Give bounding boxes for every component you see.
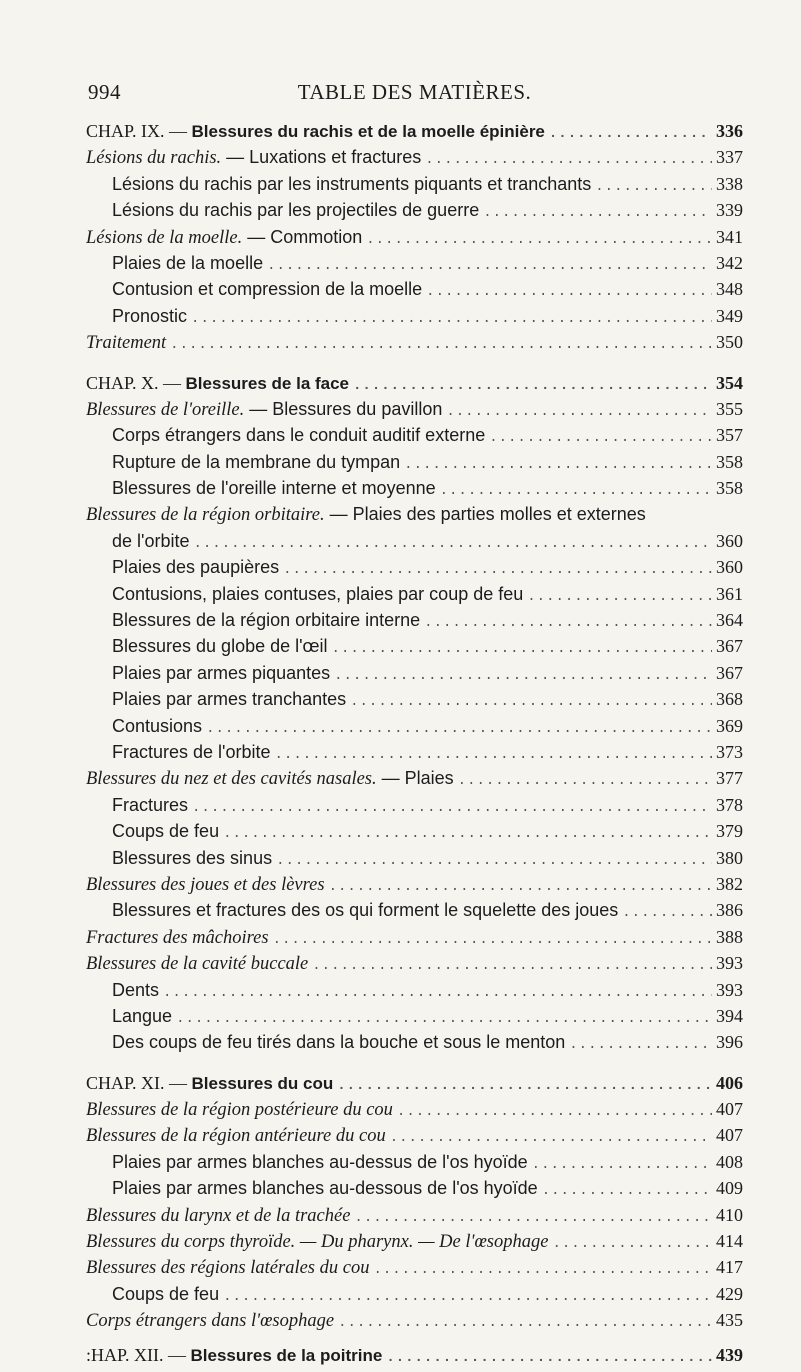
section-entry	[86, 950, 743, 976]
chapter-number: CHAP. X. —	[86, 372, 186, 393]
entry-label: Coups de feu	[112, 1283, 220, 1304]
entry-label	[86, 872, 325, 897]
section-entry	[86, 1202, 743, 1228]
entry-label	[86, 396, 442, 422]
page-ref: 369	[716, 715, 743, 736]
page-ref: 336	[716, 121, 743, 141]
subsection-entry	[86, 475, 743, 501]
entry-label: Plaies de la moelle	[112, 252, 264, 273]
page-ref: 367	[716, 636, 743, 657]
entry-label: Blessures et fractures des os qui forment le squelette des joues	[112, 900, 619, 921]
dot-leader	[163, 980, 712, 1003]
entry-label: Fractures de l'orbite	[112, 741, 271, 762]
dot-leader	[390, 1125, 712, 1148]
entry-label: Langue	[112, 1005, 173, 1026]
dot-leader	[483, 200, 712, 223]
chapter-number: :HAP. XII. —	[86, 1344, 191, 1365]
dot-leader	[206, 716, 712, 739]
dot-leader	[569, 1032, 712, 1055]
subsection-entry	[86, 197, 743, 223]
page-ref: 410	[716, 1204, 743, 1225]
dot-leader	[366, 227, 712, 250]
subsection-entry	[86, 422, 743, 448]
entry-label	[86, 1342, 382, 1368]
section-subtitle: — Plaies	[376, 768, 454, 789]
subsection-entry	[86, 554, 743, 580]
chapter-entry	[86, 1070, 743, 1096]
section-title: Blessures du corps thyroïde. — Du pharynx. — De l'œsophage	[86, 1232, 549, 1253]
page-ref: 414	[716, 1231, 743, 1252]
section-entry	[86, 1307, 743, 1333]
page-ref: 364	[716, 610, 743, 631]
page-ref: 348	[716, 279, 743, 300]
section-title: Blessures du nez et des cavités nasales.	[86, 769, 377, 790]
entry-label: Plaies des paupières	[112, 557, 280, 578]
chapter-title: Blessures du cou	[191, 1073, 334, 1093]
entry-label: Des coups de feu tirés dans la bouche et sous le menton	[112, 1032, 566, 1053]
page-header	[88, 80, 741, 110]
page-number: 994	[88, 80, 121, 104]
entry-label: Pronostic	[112, 305, 188, 326]
entry-label: Blessures de la région orbitaire interne	[112, 610, 421, 631]
dot-leader	[386, 1345, 712, 1368]
page-ref: 361	[716, 583, 743, 604]
page-ref: 393	[716, 979, 743, 1000]
entry-label	[86, 370, 349, 396]
section-title: Blessures de la région orbitaire.	[86, 505, 325, 526]
page-ref: 350	[716, 332, 743, 353]
section-entry	[86, 501, 743, 527]
dot-leader	[191, 306, 712, 329]
entry-label: Contusion et compression de la moelle	[112, 279, 423, 300]
section-entry	[86, 224, 743, 250]
section-subtitle: — Luxations et fractures	[221, 147, 422, 168]
entry-label: Plaies par armes blanches au-dessous de l'os hyoïde	[112, 1178, 538, 1199]
section-title: Blessures de l'oreille.	[86, 399, 245, 420]
page-ref: 349	[716, 305, 743, 326]
entry-label: Plaies par armes tranchantes	[112, 689, 347, 710]
subsection-entry	[86, 171, 743, 197]
dot-leader	[193, 531, 712, 554]
entry-label	[86, 501, 646, 527]
subsection-entry	[86, 1029, 743, 1055]
subsection-entry	[86, 660, 743, 686]
page-ref: 439	[716, 1344, 743, 1365]
page-ref: 368	[716, 689, 743, 710]
dot-leader	[338, 1310, 712, 1333]
subsection-entry	[86, 1003, 743, 1029]
page-ref: 417	[716, 1257, 743, 1278]
entry-label	[86, 1255, 369, 1280]
page-ref: 393	[716, 953, 743, 974]
page-ref: 337	[716, 147, 743, 168]
section-entry	[86, 924, 743, 950]
section-title: Blessures du larynx et de la trachée	[86, 1205, 351, 1226]
dot-leader	[440, 478, 712, 501]
page-ref: 339	[716, 200, 743, 221]
subsection-entry	[86, 607, 743, 633]
page-ref: 382	[716, 873, 743, 894]
page-ref: 394	[716, 1005, 743, 1026]
dot-leader	[275, 742, 712, 765]
entry-label: Blessures de l'oreille interne et moyenne	[112, 478, 436, 499]
dot-leader	[446, 399, 712, 422]
entry-label: Lésions du rachis par les instruments piquants et tranchants	[112, 173, 592, 194]
page-ref: 354	[716, 372, 743, 393]
entry-label	[86, 1229, 548, 1254]
section-entry	[86, 1228, 743, 1254]
entry-label: Fractures	[112, 794, 189, 815]
section-entry	[86, 765, 743, 791]
subsection-entry	[86, 303, 743, 329]
entry-label	[86, 1123, 386, 1148]
dot-leader	[542, 1178, 712, 1201]
dot-leader	[332, 636, 712, 659]
section-title: Corps étrangers dans l'œsophage	[86, 1311, 335, 1332]
subsection-entry	[86, 897, 743, 923]
dot-leader	[283, 557, 712, 580]
entry-label	[86, 224, 362, 250]
dot-leader	[267, 253, 712, 276]
chapter-number: CHAP. XI. —	[86, 1072, 192, 1093]
section-entry	[86, 1122, 743, 1148]
section-gap	[86, 1056, 743, 1070]
page-ref: 367	[716, 662, 743, 683]
subsection-entry	[86, 276, 743, 302]
dot-leader	[552, 1231, 712, 1254]
dot-leader	[532, 1152, 712, 1175]
page-ref: 360	[716, 557, 743, 578]
section-title: Lésions de la moelle.	[86, 227, 243, 248]
entry-label	[86, 330, 166, 355]
dot-leader	[350, 689, 712, 712]
page-ref: 406	[716, 1072, 743, 1093]
section-title: Fractures des mâchoires	[86, 927, 269, 948]
subsection-entry	[86, 250, 743, 276]
dot-leader	[273, 927, 712, 950]
page-ref: 407	[716, 1099, 743, 1120]
section-title: Traitement	[86, 333, 167, 354]
dot-leader	[223, 1284, 712, 1307]
dot-leader	[312, 953, 712, 976]
entry-label: Blessures des sinus	[112, 847, 273, 868]
entry-label	[86, 925, 269, 950]
page-ref: 358	[716, 451, 743, 472]
page-ref: 338	[716, 173, 743, 194]
subsection-entry	[86, 739, 743, 765]
dot-leader	[527, 584, 712, 607]
page-title: TABLE DES MATIÈRES.	[297, 80, 532, 104]
page-ref: 373	[716, 741, 743, 762]
section-gap	[86, 1334, 743, 1342]
dot-leader	[192, 795, 712, 818]
chapter-title: Blessures du rachis et de la moelle épinière	[191, 122, 545, 141]
dot-leader	[397, 1099, 712, 1122]
dot-leader	[176, 1006, 712, 1029]
subsection-entry	[86, 845, 743, 871]
section-title: Blessures de la région postérieure du cou	[86, 1100, 393, 1121]
page-ref: 386	[716, 900, 743, 921]
subsection-entry	[86, 686, 743, 712]
entry-label: Corps étrangers dans le conduit auditif externe	[112, 425, 486, 446]
entry-label: Plaies par armes piquantes	[112, 662, 331, 683]
entry-label: Dents	[112, 979, 160, 1000]
chapter-entry	[86, 370, 743, 396]
entry-label	[86, 951, 308, 976]
subsection-entry	[86, 1175, 743, 1201]
table-of-contents	[86, 118, 743, 1368]
entry-label	[86, 1308, 334, 1333]
page-ref: 355	[716, 398, 743, 419]
entry-label: Contusions	[112, 715, 203, 736]
dot-leader	[373, 1257, 712, 1280]
dot-leader	[424, 610, 712, 633]
subsection-entry	[86, 713, 743, 739]
dot-leader	[404, 452, 712, 475]
dot-leader	[425, 147, 712, 170]
page-ref: 357	[716, 425, 743, 446]
dot-leader	[337, 1073, 712, 1096]
page-ref: 342	[716, 252, 743, 273]
dot-leader	[458, 768, 712, 791]
dot-leader	[549, 121, 712, 144]
page-ref: 378	[716, 794, 743, 815]
page-ref: 396	[716, 1032, 743, 1053]
section-entry	[86, 329, 743, 355]
entry-label: Rupture de la membrane du tympan	[112, 451, 401, 472]
section-entry	[86, 396, 743, 422]
dot-leader	[489, 425, 712, 448]
page-ref: 409	[716, 1178, 743, 1199]
entry-label	[86, 1203, 350, 1228]
section-title: Blessures de la cavité buccale	[86, 954, 309, 975]
dot-leader	[426, 279, 712, 302]
page-ref: 379	[716, 821, 743, 842]
dot-leader	[622, 900, 712, 923]
section-entry	[86, 144, 743, 170]
entry-label: Plaies par armes blanches au-dessus de l'os hyoïde	[112, 1151, 528, 1172]
page-ref: 429	[716, 1283, 743, 1304]
chapter-entry	[86, 1342, 743, 1368]
dot-leader	[353, 373, 712, 396]
entry-label: de l'orbite	[112, 530, 190, 551]
chapter-number: CHAP. IX. —	[86, 121, 192, 141]
page-ref: 435	[716, 1310, 743, 1331]
section-gap	[86, 356, 743, 370]
chapter-title: Blessures de la face	[185, 373, 350, 393]
section-title: Blessures de la région antérieure du cou	[86, 1126, 386, 1147]
entry-label: Coups de feu	[112, 821, 220, 842]
page-ref: 377	[716, 768, 743, 789]
page-ref: 407	[716, 1125, 743, 1146]
entry-label	[86, 118, 545, 144]
dot-leader	[354, 1205, 712, 1228]
section-entry	[86, 871, 743, 897]
subsection-entry	[86, 792, 743, 818]
section-subtitle: — Plaies des parties molles et externes	[324, 504, 646, 525]
chapter-entry	[86, 118, 743, 144]
section-entry	[86, 1254, 743, 1280]
section-title: Blessures des joues et des lèvres	[86, 874, 325, 895]
entry-label	[86, 1097, 393, 1122]
subsection-entry	[86, 818, 743, 844]
page-ref: 380	[716, 847, 743, 868]
subsection-entry	[86, 1281, 743, 1307]
section-subtitle: — Commotion	[242, 226, 363, 247]
page-ref: 360	[716, 530, 743, 551]
entry-label: Contusions, plaies contuses, plaies par coup de feu	[112, 583, 524, 604]
page-ref: 358	[716, 478, 743, 499]
dot-leader	[334, 663, 712, 686]
subsection-entry	[86, 449, 743, 475]
section-title: Blessures des régions latérales du cou	[86, 1258, 370, 1279]
section-subtitle: — Blessures du pavillon	[244, 398, 443, 419]
dot-leader	[170, 332, 712, 355]
entry-continuation	[86, 528, 743, 554]
entry-label	[86, 144, 421, 170]
section-entry	[86, 1096, 743, 1122]
entry-label	[86, 1070, 333, 1096]
entry-label	[86, 765, 454, 791]
dot-leader	[329, 874, 712, 897]
subsection-entry	[86, 633, 743, 659]
section-title: Lésions du rachis.	[86, 148, 222, 169]
subsection-entry	[86, 1149, 743, 1175]
dot-leader	[276, 848, 712, 871]
dot-leader	[595, 174, 712, 197]
page-ref: 408	[716, 1151, 743, 1172]
subsection-entry	[86, 581, 743, 607]
dot-leader	[223, 821, 712, 844]
chapter-title: Blessures de la poitrine	[190, 1345, 383, 1365]
page-ref: 341	[716, 226, 743, 247]
entry-label: Blessures du globe de l'œil	[112, 636, 328, 657]
entry-label: Lésions du rachis par les projectiles de guerre	[112, 200, 480, 221]
page-ref: 388	[716, 926, 743, 947]
subsection-entry	[86, 977, 743, 1003]
